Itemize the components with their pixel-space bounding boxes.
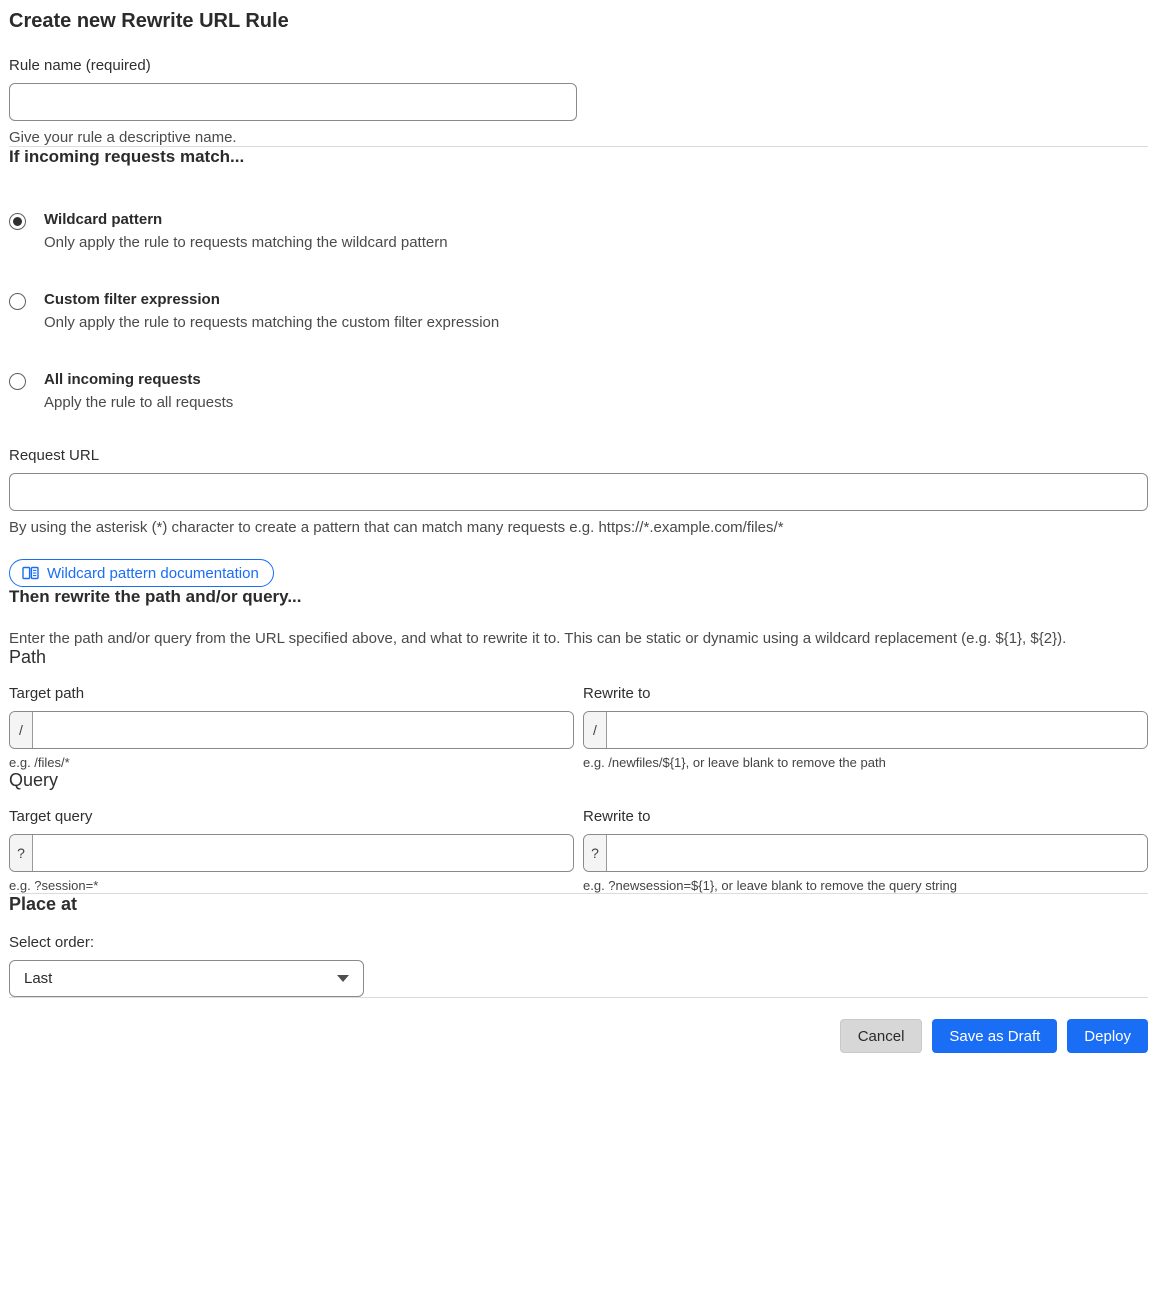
radio-button[interactable] (9, 293, 26, 310)
cancel-button[interactable]: Cancel (840, 1019, 923, 1053)
page-title: Create new Rewrite URL Rule (9, 10, 289, 32)
query-rewrite-help: e.g. ?newsession=${1}, or leave blank to remove the query string (583, 878, 957, 893)
place-at-heading: Place at (9, 894, 78, 914)
radio-label: All incoming requests (44, 371, 201, 388)
radio-label: Wildcard pattern (44, 211, 163, 228)
wildcard-docs-button-label: Wildcard pattern documentation (47, 564, 259, 582)
target-path-help: e.g. /files/* (9, 755, 70, 770)
rewrite-section-description: Enter the path and/or query from the URL specified above, and what to rewrite it to. This can be static or dynamic using a wildcard replacement (e.g. ${1}, ${2}). (9, 630, 1067, 647)
match-radio-group (9, 211, 1148, 411)
deploy-button[interactable]: Deploy (1067, 1019, 1148, 1053)
request-url-input[interactable] (9, 473, 1148, 511)
radio-button[interactable] (9, 373, 26, 390)
slash-prefix: / (584, 712, 607, 748)
save-as-draft-button[interactable]: Save as Draft (932, 1019, 1057, 1053)
query-fields-row (9, 808, 1148, 893)
radio-description: Only apply the rule to requests matching the wildcard pattern (44, 234, 448, 251)
path-rewrite-help: e.g. /newfiles/${1}, or leave blank to remove the path (583, 755, 886, 770)
radio-button[interactable] (9, 213, 26, 230)
path-rewrite-field (583, 711, 1148, 749)
footer-actions (9, 1019, 1148, 1053)
divider (9, 997, 1148, 998)
match-section-heading: If incoming requests match... (9, 147, 245, 166)
query-rewrite-input[interactable] (607, 835, 1147, 871)
radio-option-custom-filter[interactable] (9, 291, 1148, 331)
select-order-label: Select order: (9, 934, 95, 951)
order-select-value: Last (24, 970, 53, 987)
target-query-input[interactable] (33, 835, 573, 871)
query-heading: Query (9, 770, 59, 790)
radio-description: Only apply the rule to requests matching the custom filter expression (44, 314, 500, 331)
book-icon (22, 566, 39, 581)
order-select[interactable] (9, 960, 364, 997)
radio-label: Custom filter expression (44, 291, 220, 308)
target-query-label: Target query (9, 808, 93, 825)
path-rewrite-input[interactable] (607, 712, 1147, 748)
path-heading: Path (9, 647, 47, 667)
query-rewrite-field (583, 834, 1148, 872)
chevron-down-icon (337, 975, 349, 982)
query-rewrite-to-label: Rewrite to (583, 808, 651, 825)
target-path-label: Target path (9, 685, 85, 702)
wildcard-docs-button[interactable] (9, 559, 274, 587)
request-url-label: Request URL (9, 447, 100, 464)
path-rewrite-to-label: Rewrite to (583, 685, 651, 702)
target-path-input[interactable] (33, 712, 573, 748)
radio-option-wildcard-pattern[interactable] (9, 211, 1148, 251)
target-path-field (9, 711, 574, 749)
request-url-help: By using the asterisk (*) character to create a pattern that can match many requests e.g. https://*.example.com/files/* (9, 519, 784, 536)
rewrite-section-heading: Then rewrite the path and/or query... (9, 587, 302, 606)
question-prefix: ? (584, 835, 607, 871)
rule-name-input[interactable] (9, 83, 577, 121)
radio-option-all-requests[interactable] (9, 371, 1148, 411)
rule-name-help: Give your rule a descriptive name. (9, 129, 237, 146)
target-query-field (9, 834, 574, 872)
question-prefix: ? (10, 835, 33, 871)
radio-description: Apply the rule to all requests (44, 394, 234, 411)
target-query-help: e.g. ?session=* (9, 878, 99, 893)
rule-name-label: Rule name (required) (9, 57, 151, 74)
slash-prefix: / (10, 712, 33, 748)
path-fields-row (9, 685, 1148, 770)
